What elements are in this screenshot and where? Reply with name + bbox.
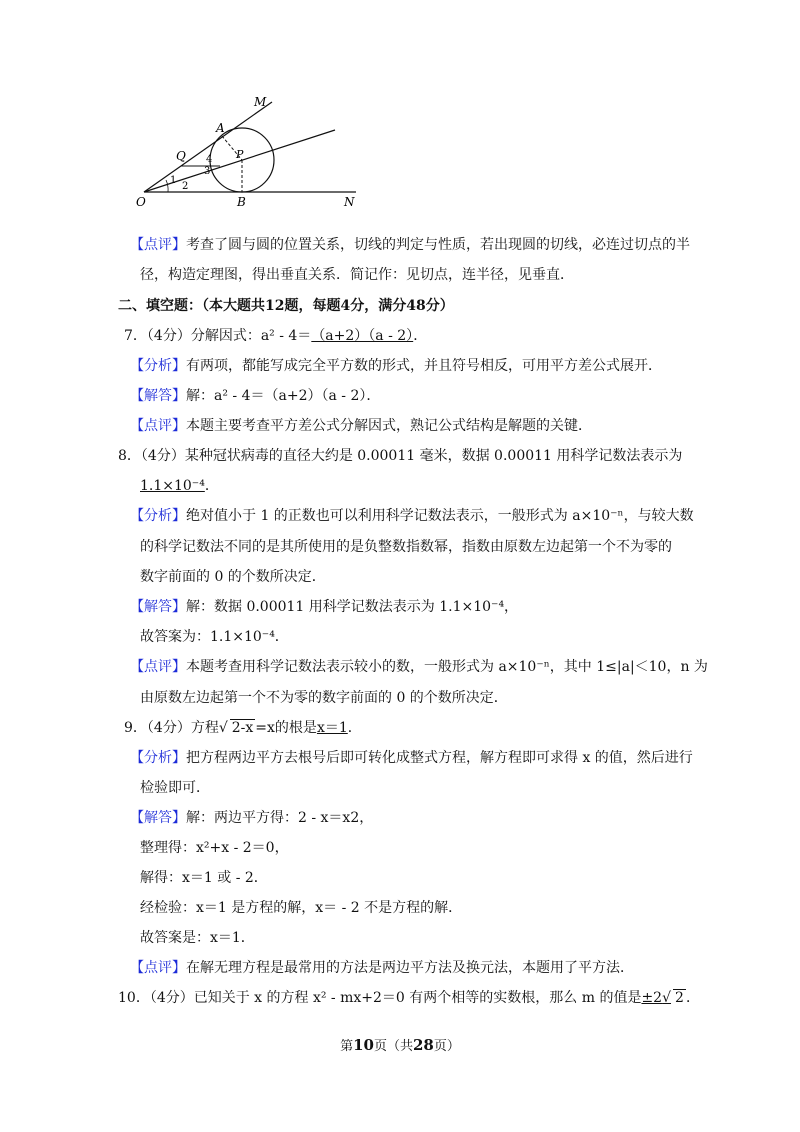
comment-line-1 <box>130 235 690 255</box>
q7-text: 7．（4分）分解因式：a² - 4＝ <box>124 328 312 344</box>
label-B: B <box>237 195 246 209</box>
label-O: O <box>136 195 146 209</box>
q7-solution <box>130 386 380 406</box>
q8-analysis-2: 的科学记数法不同的是其所使用的是负整数指数幂，指数由原数左边起第一个不为零的 <box>140 539 672 555</box>
page-total: 28 <box>413 1036 434 1054</box>
q9-analysis <box>130 748 693 768</box>
q8-solution <box>130 597 518 617</box>
question-9 <box>124 718 362 738</box>
section-heading: 二、填空题：（本大题共12题，每题4分，满分48分） <box>118 298 454 314</box>
q9-radicand: 2-x <box>231 720 254 736</box>
label-angle-4: 4 <box>206 154 213 165</box>
q9-solution-2: 整理得：x²+x - 2＝0， <box>140 840 289 856</box>
q10-text: 10．（4分）已知关于 x 的方程 x² - mx+2＝0 有两个相等的实数根，那么 m 的值是 <box>118 990 642 1006</box>
label-angle-1: 1 <box>170 175 177 186</box>
comment-tag: 【点评】 <box>130 237 186 253</box>
comment-tag: 【点评】 <box>130 659 186 675</box>
q8-analysis-3: 数字前面的 0 的个数所决定． <box>140 569 326 585</box>
comment-text-2: 径，构造定理图，得出垂直关系．简记作：见切点，连半径，见垂直． <box>140 267 574 283</box>
comment-line-2 <box>140 265 574 285</box>
analysis-tag: 【分析】 <box>130 750 186 766</box>
footer-prefix: 第 <box>340 1039 354 1054</box>
comment-text: 本题主要考查平方差公式分解因式，熟记公式结构是解题的关键． <box>186 418 592 434</box>
q10-radicand: 2 <box>675 990 684 1006</box>
q8-comment <box>130 657 708 677</box>
solution-tag: 【解答】 <box>130 599 186 615</box>
q10-end: ． <box>685 990 700 1006</box>
q8-answer-line <box>140 476 219 496</box>
q9-solution-3: 解得：x＝1 或 - 2． <box>140 870 268 886</box>
q9-solution-4: 经检验：x＝1 是方程的解，x＝ - 2 不是方程的解． <box>140 900 463 916</box>
page-number: 10 <box>353 1036 374 1054</box>
comment-text: 本题考查用科学记数法表示较小的数，一般形式为 a×10⁻ⁿ，其中 1≤|a|＜10，n 为 <box>186 659 708 675</box>
q9-analysis-2: 检验即可． <box>140 780 210 796</box>
label-N: N <box>344 195 355 209</box>
label-P: P <box>236 148 244 161</box>
q9-solution-5: 故答案是：x＝1． <box>140 930 255 946</box>
q9-comment <box>130 958 634 978</box>
comment-text: 在解无理方程是最常用的方法是两边平方法及换元法，本题用了平方法． <box>186 960 634 976</box>
label-M: M <box>254 95 267 109</box>
q7-comment <box>130 416 592 436</box>
analysis-text: 有两项，都能写成完全平方数的形式，并且符号相反，可用平方差公式展开． <box>186 358 662 374</box>
analysis-text: 绝对值小于 1 的正数也可以利用科学记数法表示，一般形式为 a×10⁻ⁿ，与较大数 <box>186 508 694 524</box>
q10-answer <box>641 990 685 1006</box>
footer-mid: 页（共 <box>373 1039 413 1054</box>
analysis-tag: 【分析】 <box>130 358 186 374</box>
solution-tag: 【解答】 <box>130 810 186 826</box>
q7-analysis <box>130 356 662 376</box>
comment-text: 考查了圆与圆的位置关系，切线的判定与性质，若出现圆的切线，必连过切点的半 <box>186 237 690 253</box>
label-Q: Q <box>176 149 186 163</box>
angle-arc-1 <box>166 180 168 192</box>
q9-solution <box>130 808 373 828</box>
solution-text: 解：a² - 4＝（a+2）（a - 2）． <box>186 388 381 404</box>
q9-text: 9．（4分）方程 <box>124 720 219 736</box>
q8-solution-2: 故答案为：1.1×10⁻⁴． <box>140 629 289 645</box>
solution-tag: 【解答】 <box>130 388 186 404</box>
page-footer <box>0 1035 800 1054</box>
analysis-text: 把方程两边平方去根号后即可转化成整式方程，解方程即可求得 x 的值，然后进行 <box>186 750 693 766</box>
ray-OM <box>144 102 272 192</box>
question-8: 8．（4分）某种冠状病毒的直径大约是 0.00011 毫米，数据 0.00011 用科学记数法表示为 <box>118 448 683 464</box>
label-A: A <box>216 121 225 135</box>
footer-suffix: 页） <box>433 1039 460 1054</box>
q7-end: ． <box>413 328 428 344</box>
analysis-tag: 【分析】 <box>130 508 186 524</box>
question-10 <box>118 988 700 1008</box>
q9-radical-sign: √ <box>218 720 228 736</box>
geometry-figure <box>130 88 370 213</box>
comment-tag: 【点评】 <box>130 418 186 434</box>
q8-answer: 1.1×10⁻⁴ <box>140 478 205 494</box>
q8-end: ． <box>204 478 219 494</box>
q8-comment-2: 由原数左边起第一个不为零的数字前面的 0 的个数所决定． <box>140 690 508 706</box>
q10-radical-sign: √ <box>662 990 672 1006</box>
comment-tag: 【点评】 <box>130 960 186 976</box>
circle-tangent-diagram <box>130 88 370 213</box>
solution-text: 解：数据 0.00011 用科学记数法表示为 1.1×10⁻⁴， <box>186 599 519 615</box>
label-angle-2: 2 <box>182 181 189 192</box>
q9-mid: =x的根是 <box>255 720 317 736</box>
q10-answer-coef: ±2 <box>641 990 663 1006</box>
q9-end: ． <box>347 720 362 736</box>
q9-answer: x＝1 <box>316 720 348 736</box>
question-7 <box>124 326 427 346</box>
label-angle-3: 3 <box>204 166 211 177</box>
q8-analysis <box>130 506 694 526</box>
solution-text: 解：两边平方得：2 - x＝x2， <box>186 810 374 826</box>
q7-answer: （a+2）（a - 2） <box>311 328 414 344</box>
